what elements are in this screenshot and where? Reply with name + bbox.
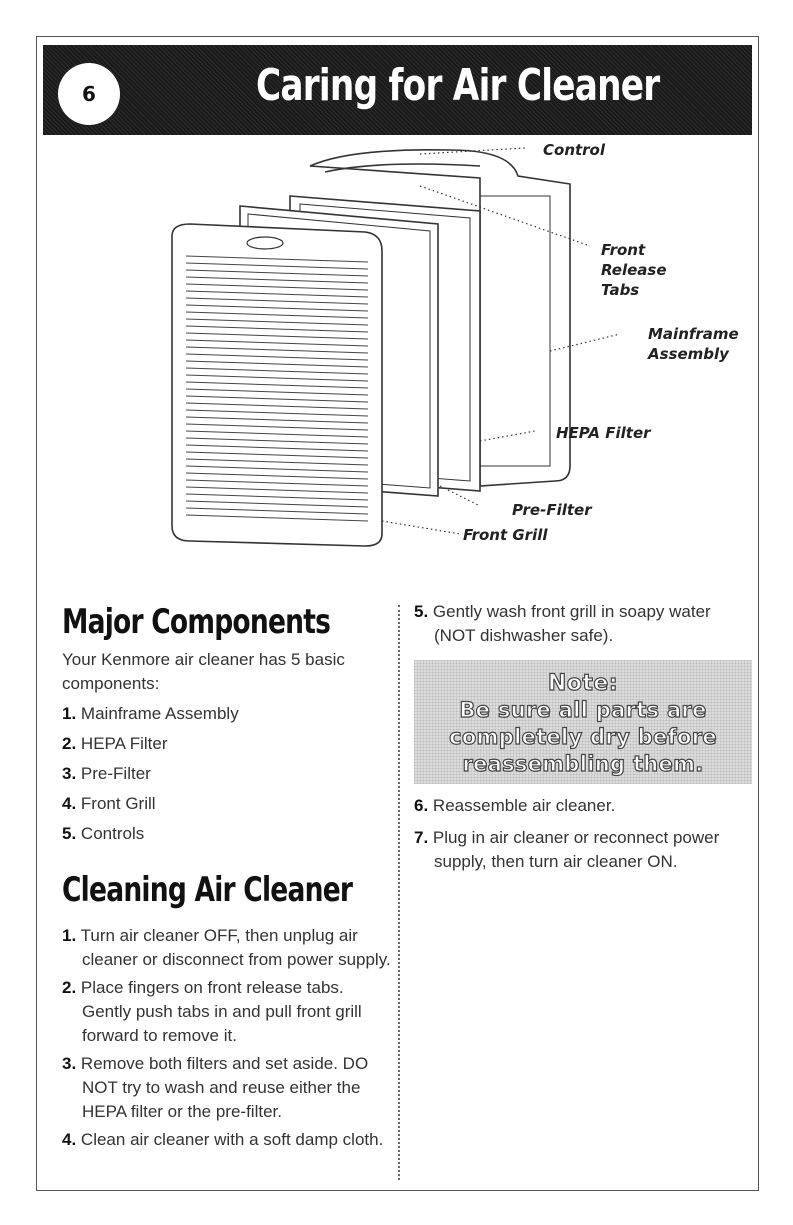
column-divider [398,605,400,1180]
callout-front-release-tabs-line2: Release [601,261,667,279]
callout-front-release-tabs-line1: Front [601,241,646,259]
cleaning-heading: Cleaning Air Cleaner [62,870,353,910]
list-item: 3. Remove both filters and set aside. DO NOT try to wash and reuse either the HEPA filter or the pre-filter. [62,1054,369,1121]
component-list [62,702,392,846]
callout-hepa-filter: HEPA Filter [556,424,651,442]
note-box [414,660,752,784]
callout-mainframe-line2: Assembly [648,345,729,363]
chapter-number-badge [58,63,120,125]
list-item: 3. Pre-Filter [62,764,151,783]
callout-pre-filter: Pre-Filter [512,501,592,519]
list-item: 4. Front Grill [62,794,156,813]
note-line-2: completely dry before [449,725,717,749]
major-components-heading: Major Components [62,602,331,642]
list-item: 2. Place fingers on front release tabs. Gently push tabs in and pull front grill forward to remove it. [62,978,362,1045]
note-title: Note: [547,671,619,696]
list-item: 2. HEPA Filter [62,734,168,753]
major-components-intro: Your Kenmore air cleaner has 5 basic components: [62,650,345,693]
chapter-number: 6 [82,82,96,106]
left-column [62,600,392,1152]
note-line-3: reassembling them. [462,752,704,776]
callout-front-release-tabs-line3: Tabs [601,281,640,299]
note-line-1: Be sure all parts are [459,698,707,722]
cleaning-steps-left [62,924,392,1152]
list-item: 1. Turn air cleaner OFF, then unplug air cleaner or disconnect from power supply. [62,926,391,969]
callout-front-grill: Front Grill [463,526,548,544]
callout-control: Control [543,141,606,159]
callout-mainframe-line1: Mainframe [648,325,739,343]
list-item: 7. Plug in air cleaner or reconnect power supply, then turn air cleaner ON. [414,828,720,871]
list-item: 4. Clean air cleaner with a soft damp cloth. [62,1130,384,1149]
list-item: 5. Controls [62,824,145,843]
list-item: 1. Mainframe Assembly [62,704,239,723]
right-column [414,600,754,874]
list-item: 5. Gently wash front grill in soapy water (NOT dishwasher safe). [414,602,711,645]
page-title: Caring for Air Cleaner [256,60,660,111]
list-item: 6. Reassemble air cleaner. [414,796,616,815]
